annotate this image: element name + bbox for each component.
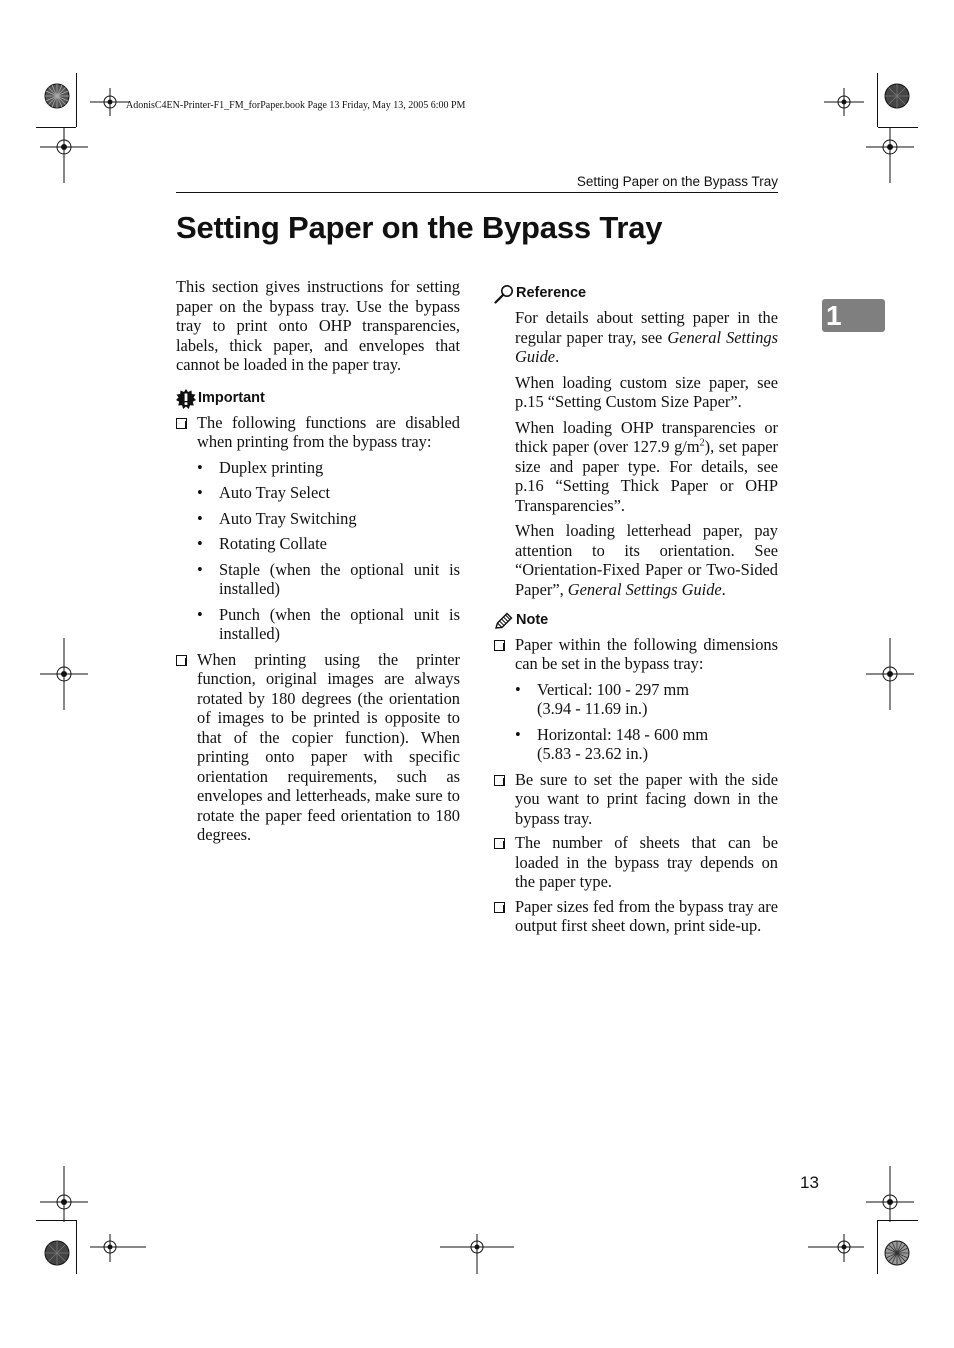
reference-text-end: .	[721, 579, 726, 599]
superscript: 2	[699, 437, 705, 449]
crop-mark	[76, 73, 77, 127]
registration-mark-icon	[866, 1166, 914, 1222]
dimension-label: Vertical: 100 - 297 mm	[537, 679, 690, 699]
header-rule	[176, 192, 778, 193]
crop-mark	[877, 73, 878, 127]
important-item	[176, 650, 460, 845]
registration-mark-icon	[40, 638, 88, 710]
reference-text: When loading letterhead paper, pay attention to its orientation. See “Orientation-Fixed Paper or Two-Sided Paper”,	[515, 521, 778, 599]
important-icon	[176, 389, 196, 409]
color-target-icon	[884, 83, 910, 109]
reference-paragraph	[494, 418, 778, 516]
note-item	[494, 635, 778, 764]
crop-mark	[877, 1220, 878, 1274]
reference-text: When loading OHP transparencies or thick paper (over 127.9 g/m	[515, 417, 778, 456]
important-item-text: When printing using the printer function, original images are always rotated by 180 degrees (the orientation of images to be printed is opposite to that of the copier function). When printing onto paper with specific orientation requirements, such as envelopes and letterheads, make sure to rotate the paper feed orientation to 180 degrees.	[197, 649, 460, 844]
checkbox-icon	[494, 775, 505, 786]
note-item	[494, 897, 778, 936]
registration-mark-icon	[90, 1234, 146, 1262]
note-item-text: Paper sizes fed from the bypass tray are output first sheet down, print side-up.	[515, 896, 778, 935]
chapter-tab: 1	[822, 299, 885, 332]
registration-mark-icon	[40, 127, 88, 183]
left-column	[176, 277, 460, 845]
manual-link-general-settings[interactable]: General Settings Guide	[515, 327, 778, 366]
crop-mark	[76, 1220, 77, 1274]
checkbox-icon	[494, 902, 505, 913]
registration-mark-icon	[40, 1166, 88, 1222]
right-column	[494, 284, 778, 936]
checkbox-icon	[176, 418, 187, 429]
registration-mark-icon	[808, 1234, 864, 1262]
color-target-icon	[884, 1240, 910, 1266]
color-target-icon	[44, 1240, 70, 1266]
running-header: Setting Paper on the Bypass Tray	[576, 174, 778, 189]
list-item: • Punch (when the optional unit is installed)	[197, 605, 460, 644]
list-item: • Duplex printing	[197, 458, 460, 478]
registration-mark-icon	[440, 1234, 514, 1274]
list-item	[515, 725, 778, 764]
pencil-icon	[494, 612, 514, 630]
page-number: 13	[800, 1173, 819, 1192]
note-label: Note	[516, 612, 549, 628]
checkbox-icon	[176, 655, 187, 666]
manual-link-general-settings[interactable]: General Settings Guide	[567, 579, 722, 599]
dimension-label: Horizontal: 148 - 600 mm	[537, 724, 709, 744]
reference-text-end: .	[555, 347, 560, 366]
color-target-icon	[44, 83, 70, 109]
intro-paragraph: This section gives instructions for setting paper on the bypass tray. Use the bypass tray to print onto OHP transparencies, labels, thick paper, and envelopes that cannot be loaded in the paper tray.	[176, 277, 460, 374]
disabled-functions-list	[197, 458, 460, 644]
dimension-inches: (3.94 - 11.69 in.)	[537, 699, 648, 718]
note-item-text: Be sure to set the paper with the side you want to print facing down in the bypass tray.	[515, 769, 778, 828]
important-heading	[176, 389, 460, 409]
registration-mark-icon	[824, 88, 864, 116]
list-item: • Rotating Collate	[197, 534, 460, 554]
note-heading	[494, 611, 778, 631]
dimension-inches: (5.83 - 23.62 in.)	[537, 744, 649, 763]
list-item	[515, 680, 778, 719]
reference-text: ), set paper size and paper type. For details, see p.16 “Setting Thick Paper or OHP Transparencies”.	[515, 437, 779, 515]
note-item	[494, 833, 778, 892]
checkbox-icon	[494, 640, 505, 651]
magnifier-icon	[494, 284, 514, 304]
print-info-line: AdonisC4EN-Printer-F1_FM_forPaper.book Page 13 Friday, May 13, 2005 6:00 PM	[126, 100, 466, 111]
dimension-list	[515, 680, 778, 764]
important-item	[176, 413, 460, 644]
list-item: • Auto Tray Select	[197, 483, 460, 503]
list-item: • Staple (when the optional unit is installed)	[197, 560, 460, 599]
registration-mark-icon	[866, 127, 914, 183]
list-item: • Auto Tray Switching	[197, 509, 460, 529]
note-item-text: Paper within the following dimensions can be set in the bypass tray:	[515, 634, 778, 673]
registration-mark-icon	[90, 88, 130, 116]
reference-paragraph: When loading custom size paper, see p.15 “Setting Custom Size Paper”.	[515, 372, 778, 411]
checkbox-icon	[494, 838, 505, 849]
registration-mark-icon	[866, 638, 914, 710]
reference-paragraph	[494, 521, 778, 599]
reference-text: For details about setting paper in the regular paper tray, see	[515, 308, 778, 347]
reference-paragraph	[494, 308, 778, 367]
important-item-text: The following functions are disabled when printing from the bypass tray:	[197, 412, 460, 451]
reference-label: Reference	[516, 285, 587, 302]
page-title: Setting Paper on the Bypass Tray	[176, 210, 663, 245]
important-label: Important	[198, 389, 265, 406]
note-item	[494, 770, 778, 829]
note-item-text: The number of sheets that can be loaded in the bypass tray depends on the paper type.	[515, 833, 778, 891]
reference-heading	[494, 284, 778, 304]
